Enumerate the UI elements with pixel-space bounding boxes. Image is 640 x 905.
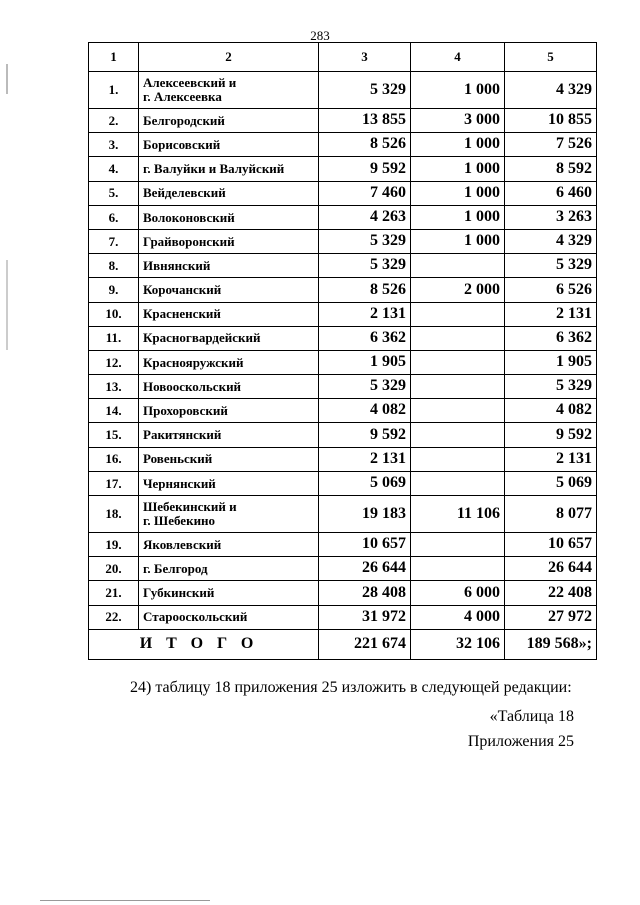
table-row — [89, 326, 597, 350]
district-name — [139, 72, 319, 109]
col4-value: 1 000 — [411, 72, 505, 109]
district-name-line: Борисовский — [143, 136, 221, 152]
header-cell: 3 — [319, 43, 411, 72]
col5-value: 10 855 — [505, 109, 597, 133]
col4-value — [411, 302, 505, 326]
district-name-line: Краснояружский — [143, 354, 244, 370]
district-name — [139, 205, 319, 229]
table-row — [89, 350, 597, 374]
col3-value: 6 362 — [319, 326, 411, 350]
district-name-line: Чернянский — [143, 475, 216, 491]
district-name-line: Губкинский — [143, 585, 215, 601]
col5-value: 27 972 — [505, 605, 597, 629]
table-row — [89, 471, 597, 495]
row-number: 7. — [89, 229, 139, 253]
table-row — [89, 399, 597, 423]
district-name-line: Белгородский — [143, 112, 225, 128]
district-name-line: Ракитянский — [143, 427, 222, 443]
col4-value — [411, 399, 505, 423]
district-name-line: Ивнянский — [143, 257, 211, 273]
col5-value: 9 592 — [505, 423, 597, 447]
district-name-line: Яковлевский — [143, 536, 222, 552]
col4-value — [411, 557, 505, 581]
header-row — [89, 43, 597, 72]
col3-value: 8 526 — [319, 278, 411, 302]
col4-value: 1 000 — [411, 157, 505, 181]
row-number: 15. — [89, 423, 139, 447]
table-row — [89, 229, 597, 253]
col4-value — [411, 471, 505, 495]
col5-value: 26 644 — [505, 557, 597, 581]
header-cell: 2 — [139, 43, 319, 72]
table-row — [89, 302, 597, 326]
col3-value: 5 329 — [319, 375, 411, 399]
col4-value: 1 000 — [411, 205, 505, 229]
table-row — [89, 157, 597, 181]
total-label: ИТОГО — [89, 629, 319, 659]
district-name — [139, 557, 319, 581]
row-number: 10. — [89, 302, 139, 326]
col4-value: 1 000 — [411, 133, 505, 157]
col5-value: 2 131 — [505, 447, 597, 471]
district-name — [139, 133, 319, 157]
district-name-line: г. Шебекино — [143, 513, 216, 528]
district-name-line: Новооскольский — [143, 378, 242, 394]
col4-value — [411, 447, 505, 471]
row-number: 4. — [89, 157, 139, 181]
col5-value: 6 460 — [505, 181, 597, 205]
col4-value: 4 000 — [411, 605, 505, 629]
table-row — [89, 557, 597, 581]
col4-value — [411, 533, 505, 557]
col4-value — [411, 423, 505, 447]
table-row — [89, 109, 597, 133]
header-cell: 5 — [505, 43, 597, 72]
col4-value: 3 000 — [411, 109, 505, 133]
page-number: 283 — [310, 28, 330, 43]
district-name — [139, 157, 319, 181]
district-name — [139, 447, 319, 471]
table-row — [89, 254, 597, 278]
instruction-paragraph: 24) таблицу 18 приложения 25 изложить в следующей редакции: — [130, 679, 572, 696]
col4-value: 2 000 — [411, 278, 505, 302]
col3-value: 4 082 — [319, 399, 411, 423]
header-cell: 4 — [411, 43, 505, 72]
district-name-line: Ровеньский — [143, 451, 213, 467]
col3-value: 2 131 — [319, 447, 411, 471]
col4-value: 6 000 — [411, 581, 505, 605]
district-name-line: Вейделевский — [143, 185, 226, 201]
col3-value: 9 592 — [319, 157, 411, 181]
district-name — [139, 278, 319, 302]
row-number: 17. — [89, 471, 139, 495]
district-name-line: Алексеевский и — [143, 75, 237, 91]
row-number: 21. — [89, 581, 139, 605]
district-name — [139, 229, 319, 253]
col5-value: 22 408 — [505, 581, 597, 605]
col5-value: 3 263 — [505, 205, 597, 229]
col3-value: 7 460 — [319, 181, 411, 205]
district-name — [139, 605, 319, 629]
row-number: 2. — [89, 109, 139, 133]
district-name-line: Грайворонский — [143, 233, 235, 249]
district-name — [139, 496, 319, 533]
district-name — [139, 109, 319, 133]
district-name-line: г. Белгород — [143, 560, 208, 576]
col5-value: 5 329 — [505, 254, 597, 278]
col3-value: 8 526 — [319, 133, 411, 157]
district-name — [139, 375, 319, 399]
table-row — [89, 278, 597, 302]
row-number: 22. — [89, 605, 139, 629]
row-number: 9. — [89, 278, 139, 302]
district-name — [139, 423, 319, 447]
district-name — [139, 254, 319, 278]
col5-value: 1 905 — [505, 350, 597, 374]
district-name-line: Шебекинский и — [143, 499, 237, 515]
col5-value: 4 329 — [505, 72, 597, 109]
footnote-divider — [40, 900, 210, 901]
table-row — [89, 72, 597, 109]
appendix-reference: Приложения 25 — [467, 733, 574, 750]
district-name-line: Старооскольский — [143, 609, 248, 625]
row-number: 3. — [89, 133, 139, 157]
total-col4: 32 106 — [411, 629, 505, 659]
table-row — [89, 605, 597, 629]
col5-value: 10 657 — [505, 533, 597, 557]
table-row — [89, 133, 597, 157]
col5-value: 7 526 — [505, 133, 597, 157]
row-number: 1. — [89, 72, 139, 109]
col5-value: 8 592 — [505, 157, 597, 181]
col5-value: 6 526 — [505, 278, 597, 302]
total-row — [89, 629, 597, 659]
col5-value: 6 362 — [505, 326, 597, 350]
col4-value — [411, 326, 505, 350]
district-name — [139, 326, 319, 350]
scan-edge-mark — [6, 64, 8, 94]
col3-value: 31 972 — [319, 605, 411, 629]
district-name — [139, 302, 319, 326]
total-col5: 189 568»; — [505, 629, 597, 659]
district-name — [139, 581, 319, 605]
district-name — [139, 399, 319, 423]
header-cell: 1 — [89, 43, 139, 72]
row-number: 16. — [89, 447, 139, 471]
table-row — [89, 496, 597, 533]
col3-value: 9 592 — [319, 423, 411, 447]
col3-value: 26 644 — [319, 557, 411, 581]
total-col3: 221 674 — [319, 629, 411, 659]
col5-value: 5 329 — [505, 375, 597, 399]
scan-edge-mark — [6, 260, 8, 350]
district-name-line: Красногвардейский — [143, 330, 261, 346]
col4-value: 11 106 — [411, 496, 505, 533]
allocation-table — [88, 42, 597, 660]
district-name-line: г. Алексеевка — [143, 89, 222, 104]
row-number: 18. — [89, 496, 139, 533]
district-name-line: г. Валуйки и Валуйский — [143, 161, 285, 177]
district-name-line: Красненский — [143, 306, 221, 322]
table-row — [89, 581, 597, 605]
row-number: 19. — [89, 533, 139, 557]
col5-value: 5 069 — [505, 471, 597, 495]
row-number: 8. — [89, 254, 139, 278]
table-row — [89, 447, 597, 471]
col4-value: 1 000 — [411, 181, 505, 205]
row-number: 14. — [89, 399, 139, 423]
col4-value — [411, 375, 505, 399]
row-number: 13. — [89, 375, 139, 399]
table-row — [89, 205, 597, 229]
col3-value: 4 263 — [319, 205, 411, 229]
row-number: 20. — [89, 557, 139, 581]
table-row — [89, 375, 597, 399]
col3-value: 5 329 — [319, 72, 411, 109]
col3-value: 19 183 — [319, 496, 411, 533]
col3-value: 5 329 — [319, 254, 411, 278]
col3-value: 10 657 — [319, 533, 411, 557]
district-name — [139, 471, 319, 495]
col4-value — [411, 350, 505, 374]
row-number: 6. — [89, 205, 139, 229]
district-name — [139, 533, 319, 557]
col3-value: 5 069 — [319, 471, 411, 495]
col4-value: 1 000 — [411, 229, 505, 253]
district-name — [139, 181, 319, 205]
table-row — [89, 181, 597, 205]
col5-value: 4 082 — [505, 399, 597, 423]
col5-value: 2 131 — [505, 302, 597, 326]
district-name — [139, 350, 319, 374]
row-number: 11. — [89, 326, 139, 350]
district-name-line: Корочанский — [143, 282, 222, 298]
col3-value: 2 131 — [319, 302, 411, 326]
col3-value: 13 855 — [319, 109, 411, 133]
col5-value: 8 077 — [505, 496, 597, 533]
district-name-line: Волоконовский — [143, 209, 235, 225]
row-number: 5. — [89, 181, 139, 205]
col5-value: 4 329 — [505, 229, 597, 253]
col4-value — [411, 254, 505, 278]
col3-value: 1 905 — [319, 350, 411, 374]
table-reference: «Таблица 18 — [489, 708, 574, 725]
table-row — [89, 423, 597, 447]
table-row — [89, 533, 597, 557]
row-number: 12. — [89, 350, 139, 374]
col3-value: 28 408 — [319, 581, 411, 605]
col3-value: 5 329 — [319, 229, 411, 253]
district-name-line: Прохоровский — [143, 403, 228, 419]
